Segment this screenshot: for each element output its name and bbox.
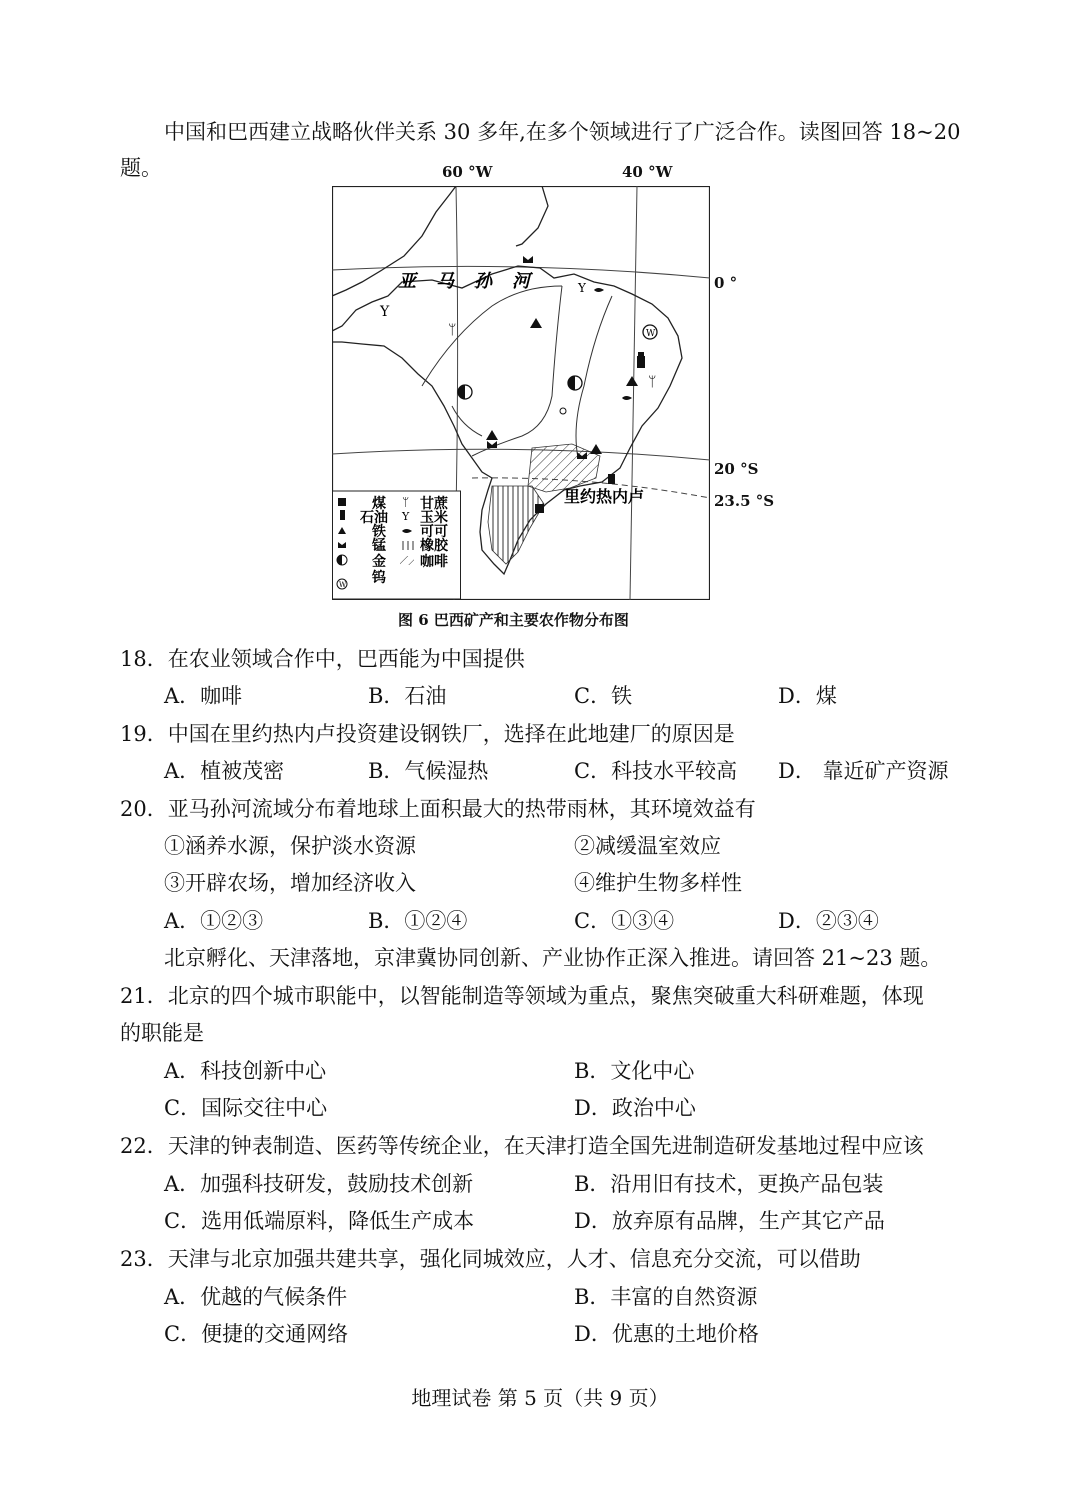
q23-option-c: C．便捷的交通网络 [164,1322,349,1346]
q20-option-a: A．①②③ [164,909,264,933]
q20-option-c: C．①③④ [574,909,675,933]
intro-line-1: 中国和巴西建立战略伙伴关系 30 多年,在多个领域进行了广泛合作。读图回答 18~20 [164,120,961,144]
q22-option-d: D．放弃原有品牌，生产其它产品 [574,1209,885,1233]
q22-option-b: B．沿用旧有技术，更换产品包装 [574,1172,884,1196]
q21-stem-2: 的职能是 [120,1021,204,1045]
q20-stem: 20．亚马孙河流域分布着地球上面积最大的热带雨林，其环境效益有 [120,797,756,821]
gold-symbol [458,385,472,399]
q20-option-d: D．②③④ [778,909,879,933]
q21-option-b: B．文化中心 [574,1059,695,1083]
q22-option-a: A．加强科技研发，鼓励技术创新 [164,1172,474,1196]
q20-item-4: ④维护生物多样性 [574,871,742,895]
rio-label: 里约热内卢 [564,487,645,506]
q19-option-a: A．植被茂密 [164,759,285,783]
svg-text:W: W [339,581,347,589]
svg-text:ᛘ: ᛘ [402,495,410,509]
lat-label-0: 0 ° [714,274,738,292]
page-footer: 地理试卷 第 5 页（共 9 页） [411,1386,669,1410]
lat-label-23-5s: 23.5 °S [714,492,775,510]
q18-option-a: A．咖啡 [164,684,243,708]
q22-stem: 22．天津的钟表制造、医药等传统企业，在天津打造全国先进制造研发基地过程中应该 [120,1134,924,1158]
q21-stem-1: 21．北京的四个城市职能中，以智能制造等领域为重点，聚焦突破重大科研难题，体现 [120,984,924,1008]
q23-option-d: D．优惠的土地价格 [574,1322,759,1346]
q18-option-c: C．铁 [574,684,633,708]
q20-option-b: B．①②④ [368,909,468,933]
amazon-river-label: 亚马孙河 [398,271,550,292]
q18-option-d: D．煤 [778,684,837,708]
q23-option-b: B．丰富的自然资源 [574,1285,758,1309]
legend-coal: 煤 [372,496,386,512]
lon-label-40w: 40 °W [622,163,673,181]
legend-coffee: 咖啡 [420,554,448,570]
coal-symbol [535,504,544,513]
legend-manganese: 锰 [372,538,386,554]
oil-symbol [637,352,645,368]
q19-option-c: C．科技水平较高 [574,759,738,783]
sugarcane-symbol: ᛘ [648,374,657,390]
figure-caption: 图 6 巴西矿产和主要农作物分布图 [398,611,629,629]
tungsten-symbol [643,325,657,339]
q21-option-d: D．政治中心 [574,1096,696,1120]
q23-stem: 23．天津与北京加强共建共享，强化同城效应，人才、信息充分交流，可以借助 [120,1247,861,1271]
q21-option-a: A．科技创新中心 [164,1059,327,1083]
q20-item-1: ①涵养水源，保护淡水资源 [164,834,416,858]
legend-oil: 石油 [360,510,388,526]
q19-option-b: B．气候湿热 [368,759,489,783]
q21-option-c: C．国际交往中心 [164,1096,328,1120]
svg-text:Y: Y [402,510,410,523]
lon-label-60w: 60 °W [442,163,493,181]
gold-symbol [568,376,582,390]
q18-stem: 18．在农业领域合作中，巴西能为中国提供 [120,647,525,671]
legend-corn: 玉米 [420,510,448,526]
legend-sugarcane: 甘蔗 [420,496,448,512]
q18-option-b: B．石油 [368,684,447,708]
legend-cocoa: 可可 [420,524,448,540]
oil-symbol [608,474,615,484]
legend-tungsten: 钨 [372,570,386,586]
q22-option-c: C．选用低端原料，降低生产成本 [164,1209,475,1233]
lat-label-20s: 20 °S [714,460,759,478]
corn-symbol: Y [578,281,586,295]
svg-text:W: W [646,329,656,339]
q23-option-a: A．优越的气候条件 [164,1285,348,1309]
corn-symbol: Y [380,304,390,320]
q19-stem: 19．中国在里约热内卢投资建设钢铁厂，选择在此地建厂的原因是 [120,722,735,746]
intro2-line: 北京孵化、天津落地，京津冀协同创新、产业协作正深入推进。请回答 21~23 题。 [164,946,942,970]
brazil-map [332,186,710,600]
sugarcane-symbol: ᛘ [448,322,457,338]
intro-line-2: 题。 [120,156,162,180]
legend-gold: 金 [372,554,386,570]
q20-item-3: ③开辟农场，增加经济收入 [164,871,416,895]
legend-rubber: 橡胶 [420,538,448,554]
legend-iron: 铁 [372,524,386,540]
q19-option-d: D． 靠近矿产资源 [778,759,949,783]
q20-item-2: ②减缓温室效应 [574,834,721,858]
